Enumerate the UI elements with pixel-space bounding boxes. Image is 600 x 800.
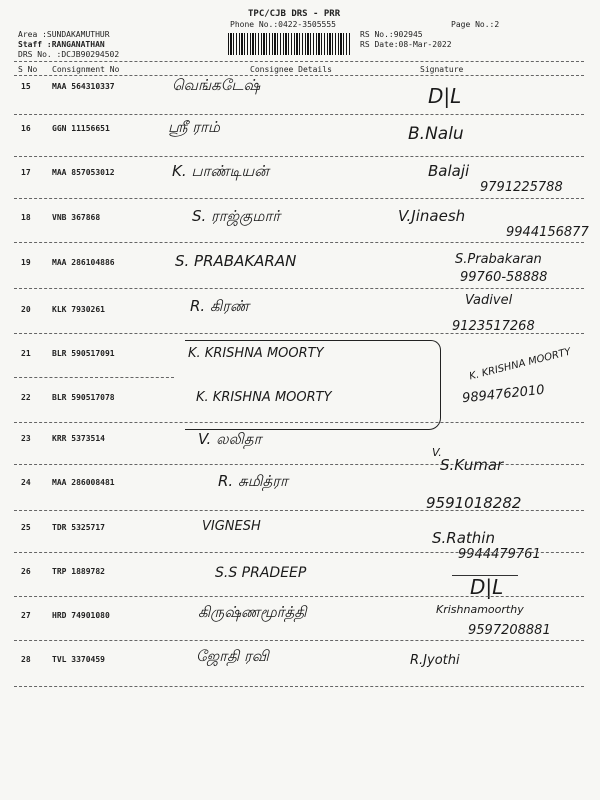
row-signature: V.Jinaesh: [398, 207, 466, 225]
row-phone: 9597208881: [468, 623, 551, 638]
row-signature: S.Prabakaran: [455, 252, 542, 267]
row-phone: 9894762010: [461, 382, 546, 407]
rs-no-field: [360, 30, 423, 40]
row-signature: D|L: [470, 575, 504, 599]
row-signature: K. KRISHNA MOORTY: [468, 346, 573, 383]
divider: [14, 75, 584, 76]
row-consignment: TVL 3370459: [52, 655, 105, 664]
row-consignee: K. KRISHNA MOORTY: [188, 346, 324, 361]
row-phone: 9944156877: [506, 225, 589, 240]
row-consignee: V. லலிதா: [198, 430, 262, 448]
row-sno: 19: [21, 258, 31, 267]
table-row: [0, 162, 600, 208]
table-row: [0, 430, 600, 474]
row-sno: 28: [21, 655, 31, 664]
rs-date-label: RS Date:: [360, 40, 399, 49]
page-value: 2: [494, 20, 500, 29]
row-consignee: S. ராஜ்குமார்: [192, 207, 281, 225]
row-phone: 9791225788: [480, 180, 563, 195]
row-sno: 16: [21, 124, 31, 133]
table-row: [0, 519, 600, 563]
row-sno: 22: [21, 393, 31, 402]
staff-field: [18, 40, 105, 50]
phone-number: Phone No.:0422-3505555: [230, 20, 336, 29]
row-sno: 27: [21, 611, 31, 620]
divider: [14, 198, 584, 199]
table-row: [0, 293, 600, 345]
drs-value: DCJB90294502: [61, 50, 120, 59]
row-signature: S.Kumar: [440, 456, 504, 474]
row-consignment: BLR 590517078: [52, 393, 115, 402]
row-consignee: R. சுமித்ரா: [218, 472, 288, 490]
row-consignment: MAA 286008481: [52, 478, 115, 487]
row-consignee: VIGNESH: [202, 519, 261, 534]
row-consignment: TDR 5325717: [52, 523, 105, 532]
row-sno: 24: [21, 478, 31, 487]
table-row: [0, 346, 600, 389]
row-signature: Krishnamoorthy: [436, 603, 524, 616]
row-consignment: MAA 857053012: [52, 168, 115, 177]
divider: [14, 156, 584, 157]
row-consignment: KLK 7930261: [52, 305, 105, 314]
area-field: [18, 30, 110, 40]
row-signature: Vadivel: [465, 293, 513, 308]
row-consignment: KRR 5373514: [52, 434, 105, 443]
divider: [14, 596, 584, 597]
row-consignee: S. PRABAKARAN: [175, 252, 297, 270]
row-consignee: ஸ்ரீ ராம்: [168, 118, 220, 136]
row-signature: B.Nalu: [408, 124, 464, 144]
table-row: [0, 456, 600, 518]
row-consignment: MAA 286104886: [52, 258, 115, 267]
rs-no-label: RS No.:: [360, 30, 394, 39]
divider: [14, 640, 584, 641]
staff-value: RANGANATHAN: [51, 40, 105, 49]
row-consignment: BLR 590517091: [52, 349, 115, 358]
row-consignment: TRP 1889782: [52, 567, 105, 576]
row-consignment: HRD 74901080: [52, 611, 110, 620]
row-sno: 17: [21, 168, 31, 177]
row-sno: 23: [21, 434, 31, 443]
page-label: Page No.:: [451, 20, 495, 29]
row-consignee: வெங்கடேஷ்: [172, 76, 261, 94]
row-signature: R.Jyothi: [410, 653, 460, 668]
row-signature: D|L: [428, 84, 462, 108]
table-row: [0, 603, 600, 651]
row-consignee: K. KRISHNA MOORTY: [196, 390, 332, 405]
area-label: Area :: [18, 30, 47, 39]
row-consignee: ஜோதி ரவி: [196, 647, 269, 665]
table-row: [0, 76, 600, 122]
column-header-sno: S No: [18, 65, 38, 74]
rs-date-value: 08-Mar-2022: [398, 40, 452, 49]
staff-label: Staff :: [18, 40, 52, 49]
row-sno: 25: [21, 523, 31, 532]
row-sno: 21: [21, 349, 31, 358]
divider: [14, 552, 584, 553]
table-row: [0, 567, 600, 607]
row-phone: 9591018282: [426, 494, 522, 512]
signature-underline: [452, 575, 518, 576]
area-value: SUNDAKAMUTHUR: [46, 30, 110, 39]
divider: [14, 377, 174, 378]
rs-no-value: 902945: [393, 30, 423, 39]
divider: [14, 333, 584, 334]
row-consignment: MAA 564310337: [52, 82, 115, 91]
column-header-consignee: Consignee Details: [250, 65, 332, 74]
divider: [14, 510, 584, 511]
row-consignee: கிருஷ்ணமூர்த்தி: [198, 603, 307, 621]
page-number: [451, 20, 499, 30]
divider: [14, 288, 584, 289]
column-header-signature: Signature: [420, 65, 464, 74]
row-sno: 20: [21, 305, 31, 314]
drs-field: [18, 50, 119, 60]
divider: [14, 686, 584, 687]
table-row: [0, 382, 600, 433]
table-row: [0, 207, 600, 253]
row-signature: Balaji: [428, 162, 470, 180]
row-phone: 99760-58888: [460, 270, 548, 285]
row-phone: 9123517268: [452, 319, 535, 334]
row-consignment: VNB 367868: [52, 213, 101, 222]
column-header-consignment: Consignment No: [52, 65, 120, 74]
row-consignee: S.S PRADEEP: [215, 565, 307, 581]
row-consignee: K. பாண்டியன்: [172, 162, 269, 180]
table-row: [0, 118, 600, 164]
document-title: TPC/CJB DRS - PRR: [248, 9, 341, 19]
drs-label: DRS No. :: [18, 50, 62, 59]
barcode: [228, 33, 350, 55]
row-consignee: R. கிரண்: [190, 297, 250, 315]
divider: [14, 422, 584, 423]
table-row: [0, 647, 600, 695]
table-row: [0, 252, 600, 298]
row-sno: 18: [21, 213, 31, 222]
divider: [14, 114, 584, 115]
rs-date-field: [360, 40, 452, 50]
row-signature: S.Rathin: [432, 529, 495, 547]
divider: [14, 61, 584, 62]
row-sno: 15: [21, 82, 31, 91]
row-phone: 9944479761: [458, 547, 541, 562]
mark-v: V.: [432, 446, 442, 459]
divider: [14, 242, 584, 243]
row-consignment: GGN 11156651: [52, 124, 110, 133]
row-sno: 26: [21, 567, 31, 576]
